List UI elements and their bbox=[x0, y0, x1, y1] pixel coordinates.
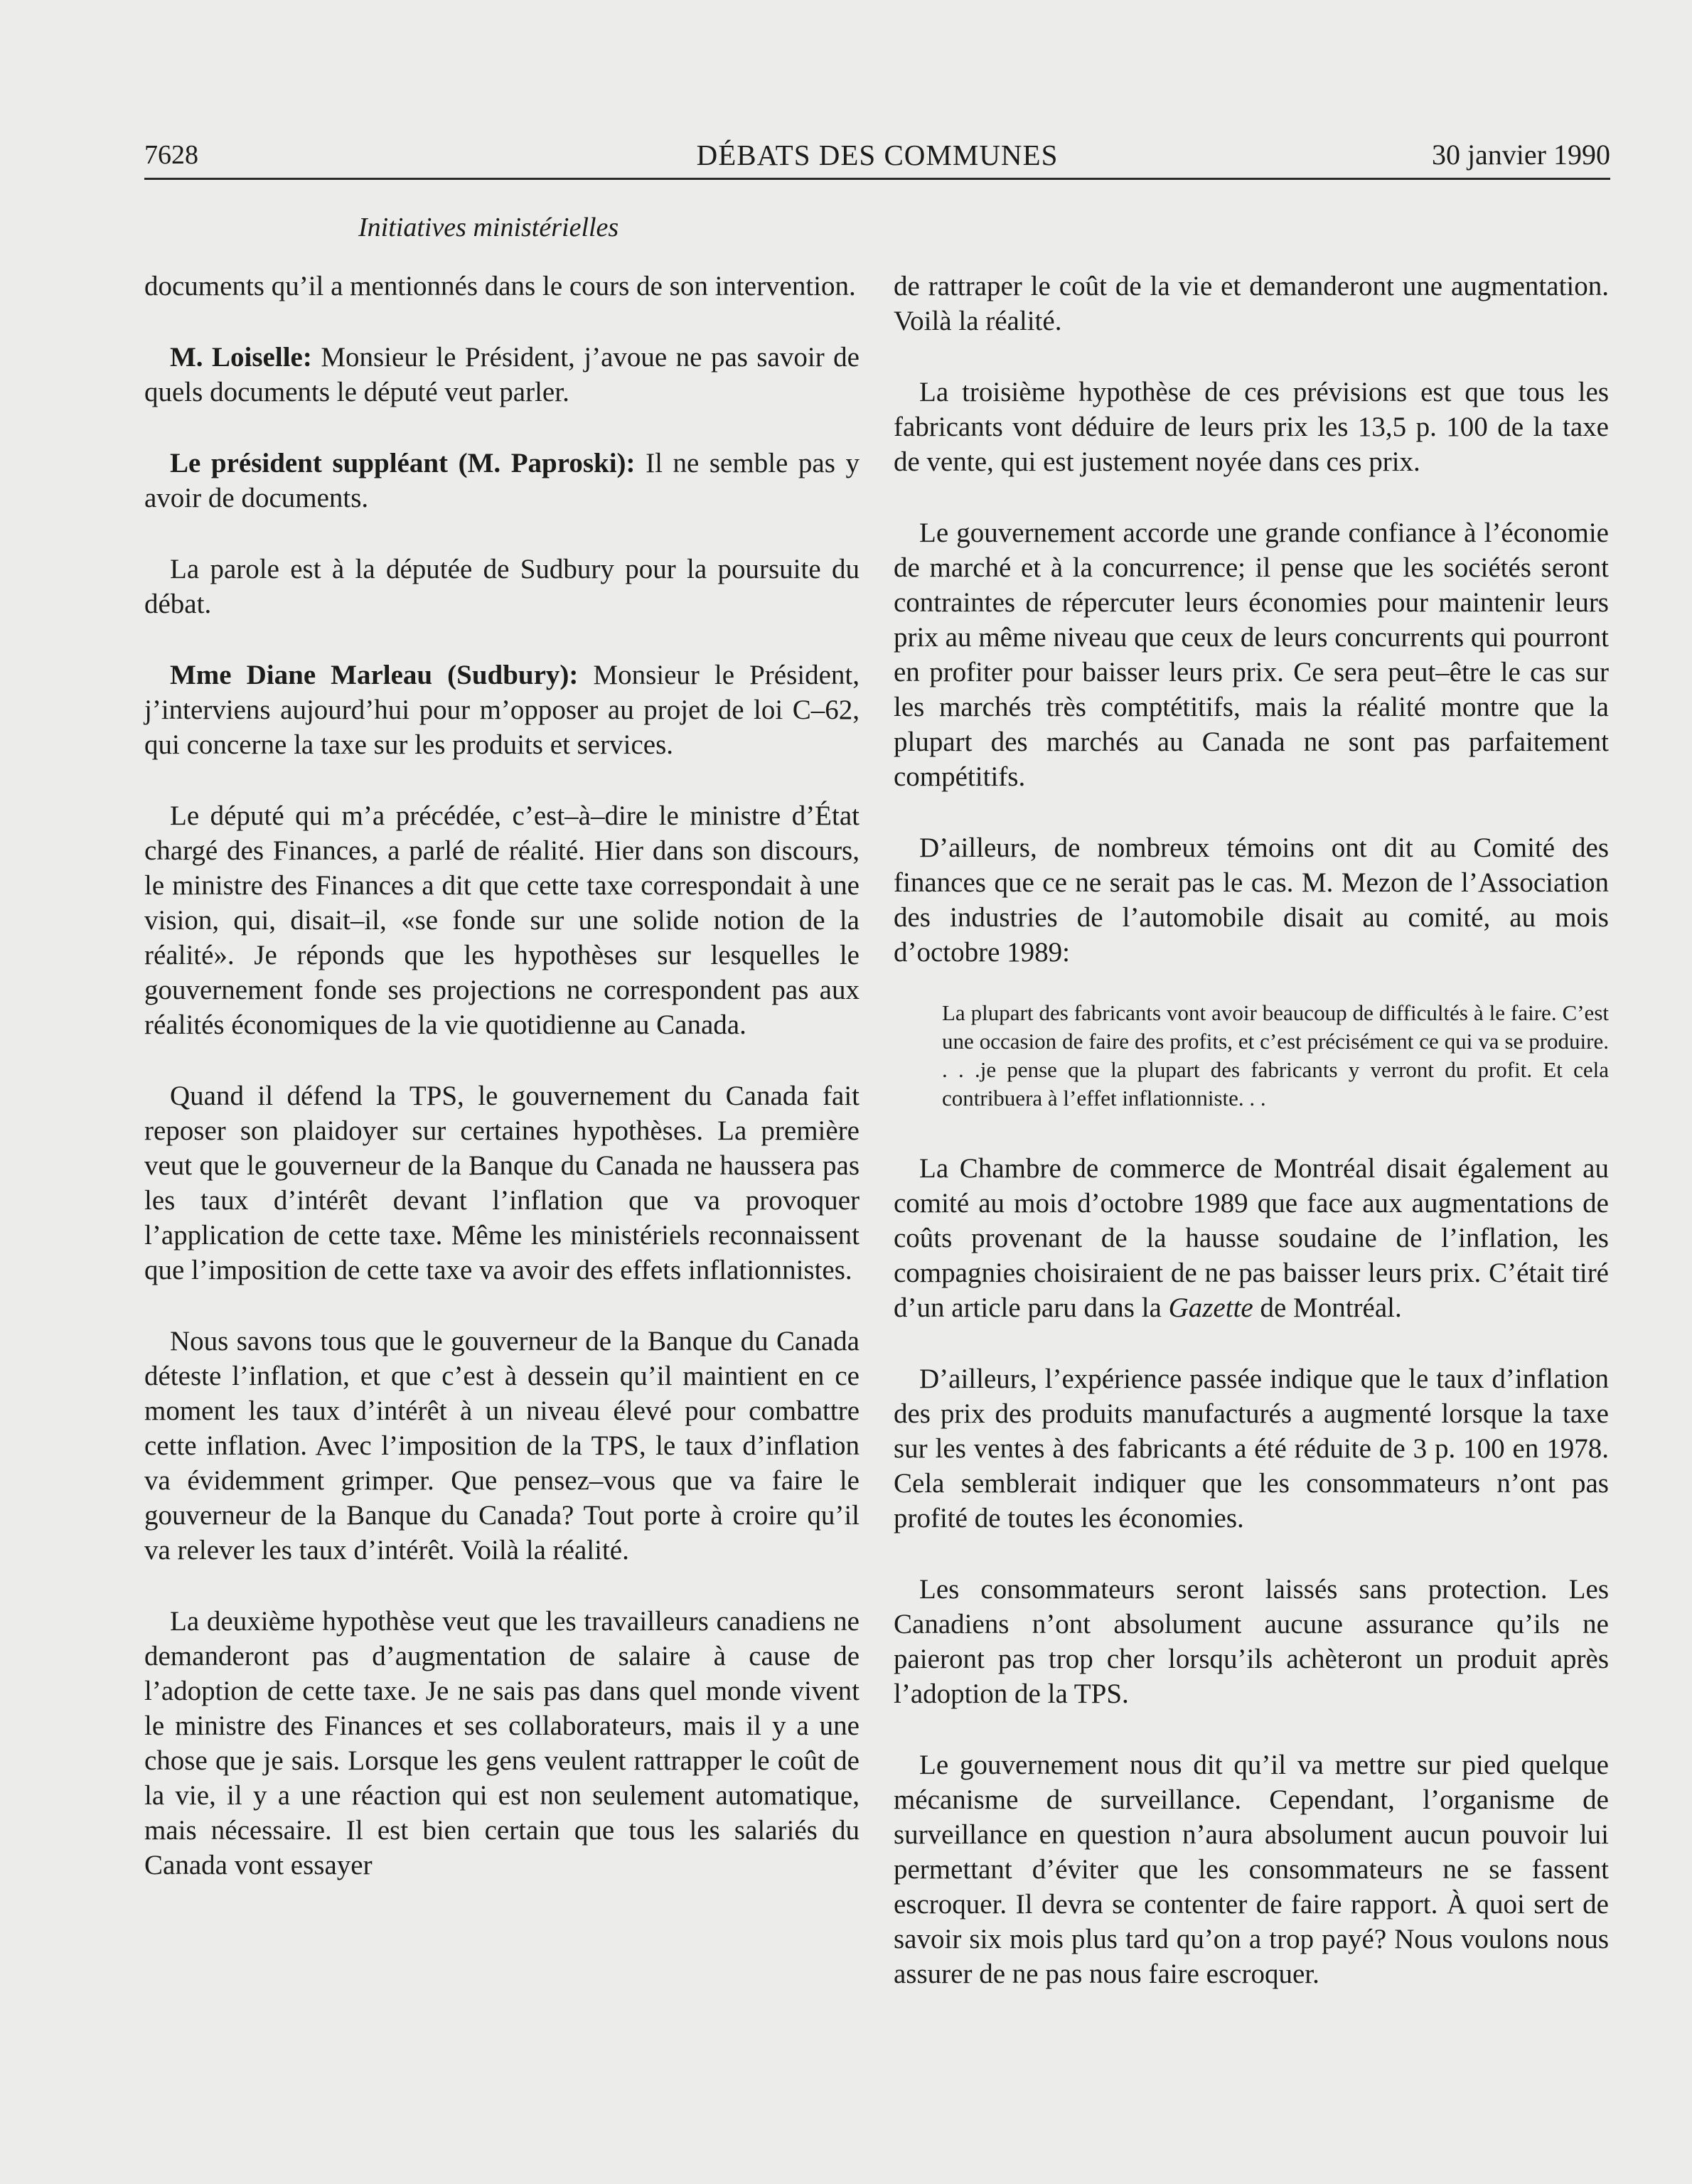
paragraph: D’ailleurs, de nombreux témoins ont dit au Comité des finances que ce ne serait pas le cas. M. Mezon de l’Association des industries de l’automobile disait au comité, au mois d’octobre 1989: bbox=[894, 833, 1609, 968]
speech-text: Monsieur le Président, j’interviens aujourd’hui pour m’opposer au projet de loi C–62, qui concerne la taxe sur les produits et services. bbox=[144, 660, 860, 760]
speaker-name: Le président suppléant (M. Paproski): bbox=[170, 448, 636, 478]
speech-text: Il ne semble pas y avoir de documents. bbox=[144, 448, 860, 513]
speech-text: Monsieur le Président, j’avoue ne pas savoir de quels documents le député veut parler. bbox=[144, 342, 860, 407]
page-header bbox=[144, 135, 1610, 180]
paragraph: La parole est à la députée de Sudbury pour la poursuite du débat. bbox=[144, 554, 860, 619]
paragraph: La deuxième hypothèse veut que les travailleurs canadiens ne demanderont pas d’augmentation de salaire à cause de l’adoption de cette taxe. Je ne sais pas dans quel monde vivent le ministre des Finances et ses collaborateurs, mais il y a une chose que je sais. Lorsque les gens veulent rattrapper le coût de la vie, il y a une réaction qui est non seulement automatique, mais nécessaire. Il est bien certain que tous les salariés du Canada vont essayer bbox=[144, 1606, 860, 1880]
page-date: 30 janvier 1990 bbox=[1431, 139, 1610, 171]
paragraph bbox=[144, 658, 860, 762]
paragraph: de rattraper le coût de la vie et demanderont une augmentation. Voilà la réalité. bbox=[894, 271, 1609, 336]
paragraph-text: La Chambre de commerce de Montréal disait également au comité au mois d’octobre 1989 que face aux augmentations de coûts provenant de la hausse soudaine de l’inflation, les compagnies choisiraient de ne pas baisser leurs prix. C’était tiré d’un article paru dans la bbox=[894, 1153, 1609, 1323]
speaker-name: M. Loiselle: bbox=[170, 342, 312, 373]
publication-name: Gazette bbox=[1168, 1292, 1253, 1323]
paragraph bbox=[894, 1151, 1609, 1325]
right-column bbox=[894, 269, 1609, 2028]
paragraph: Les consommateurs seront laissés sans protection. Les Canadiens n’ont absolument aucune assurance qu’ils ne paieront pas trop cher lorsqu’ils achèteront un produit après l’adoption de la TPS. bbox=[894, 1574, 1609, 1709]
publication-title: DÉBATS DES COMMUNES bbox=[696, 139, 1059, 171]
speaker-name: Mme Diane Marleau (Sudbury): bbox=[170, 660, 579, 690]
left-column bbox=[144, 269, 860, 1919]
page-number: 7628 bbox=[144, 140, 198, 170]
section-heading: Initiatives ministérielles bbox=[358, 213, 619, 242]
paragraph: La troisième hypothèse de ces prévisions est que tous les fabricants vont déduire de leurs prix les 13,5 p. 100 de la taxe de vente, qui est justement noyée dans ces prix. bbox=[894, 377, 1609, 477]
paragraph: D’ailleurs, l’expérience passée indique que le taux d’inflation des prix des produits manufacturés a augmenté lorsque la taxe sur les ventes à des fabricants a été réduite de 3 p. 100 en 1978. Cela semblerait indiquer que les consommateurs n’ont pas profité de toutes les économies. bbox=[894, 1364, 1609, 1533]
paragraph: documents qu’il a mentionnés dans le cours de son intervention. bbox=[144, 271, 856, 301]
paragraph: Nous savons tous que le gouverneur de la Banque du Canada déteste l’inflation, et que c’est à dessein qu’il maintient en ce moment les taux d’intérêt à un niveau élevé pour combattre cette inflation. Avec l’imposition de la TPS, le taux d’inflation va évidemment grimper. Que pensez–vous que va faire le gouverneur de la Banque du Canada? Tout porte à croire qu’il va relever les taux d’intérêt. Voilà la réalité. bbox=[144, 1326, 860, 1565]
paragraph bbox=[144, 446, 860, 515]
paragraph-text: de Montréal. bbox=[1253, 1292, 1402, 1323]
paragraph: Le gouvernement nous dit qu’il va mettre sur pied quelque mécanisme de surveillance. Cependant, l’organisme de surveillance en question n’aura absolument aucun pouvoir lui permettant d’éviter que les consommateurs ne se fassent escroquer. Il devra se contenter de faire rapport. À quoi sert de savoir six mois plus tard qu’on a trop payé? Nous voulons nous assurer de ne pas nous faire escroquer. bbox=[894, 1750, 1609, 1989]
paragraph: Quand il défend la TPS, le gouvernement du Canada fait reposer son plaidoyer sur certaines hypothèses. La première veut que le gouverneur de la Banque du Canada ne haussera pas les taux d’intérêt devant l’inflation que va provoquer l’application de cette taxe. Même les ministériels reconnaissent que l’imposition de cette taxe va avoir des effets inflationnistes. bbox=[144, 1081, 860, 1285]
paragraph: Le député qui m’a précédée, c’est–à–dire le ministre d’État chargé des Finances, a parlé de réalité. Hier dans son discours, le ministre des Finances a dit que cette taxe correspondait à une vision, qui, disait–il, «se fonde sur une solide notion de la réalité». Je réponds que les hypothèses sur lesquelles le gouvernement fonde ses projections ne correspondent pas aux réalités économiques de la vie quotidienne au Canada. bbox=[144, 801, 860, 1040]
paragraph: Le gouvernement accorde une grande confiance à l’économie de marché et à la concurrence; il pense que les sociétés seront contraintes de répercuter leurs économies pour maintenir leurs prix au même niveau que ceux de leurs concurrents qui pourront en profiter pour baisser leurs prix. Ce sera peut–être le cas sur les marchés très comptétitifs, mais la réalité montre que la plupart des marchés au Canada ne sont pas parfaitement compétitifs. bbox=[894, 518, 1609, 792]
block-quote: La plupart des fabricants vont avoir beaucoup de difficultés à le faire. C’est une occasion de faire des profits, et c’est précisément ce qui va se produire. . . .je pense que la plupart des fabricants y verront du profit. Et cela contribuera à l’effet inflationniste. . . bbox=[942, 1000, 1609, 1110]
paragraph bbox=[144, 340, 860, 410]
